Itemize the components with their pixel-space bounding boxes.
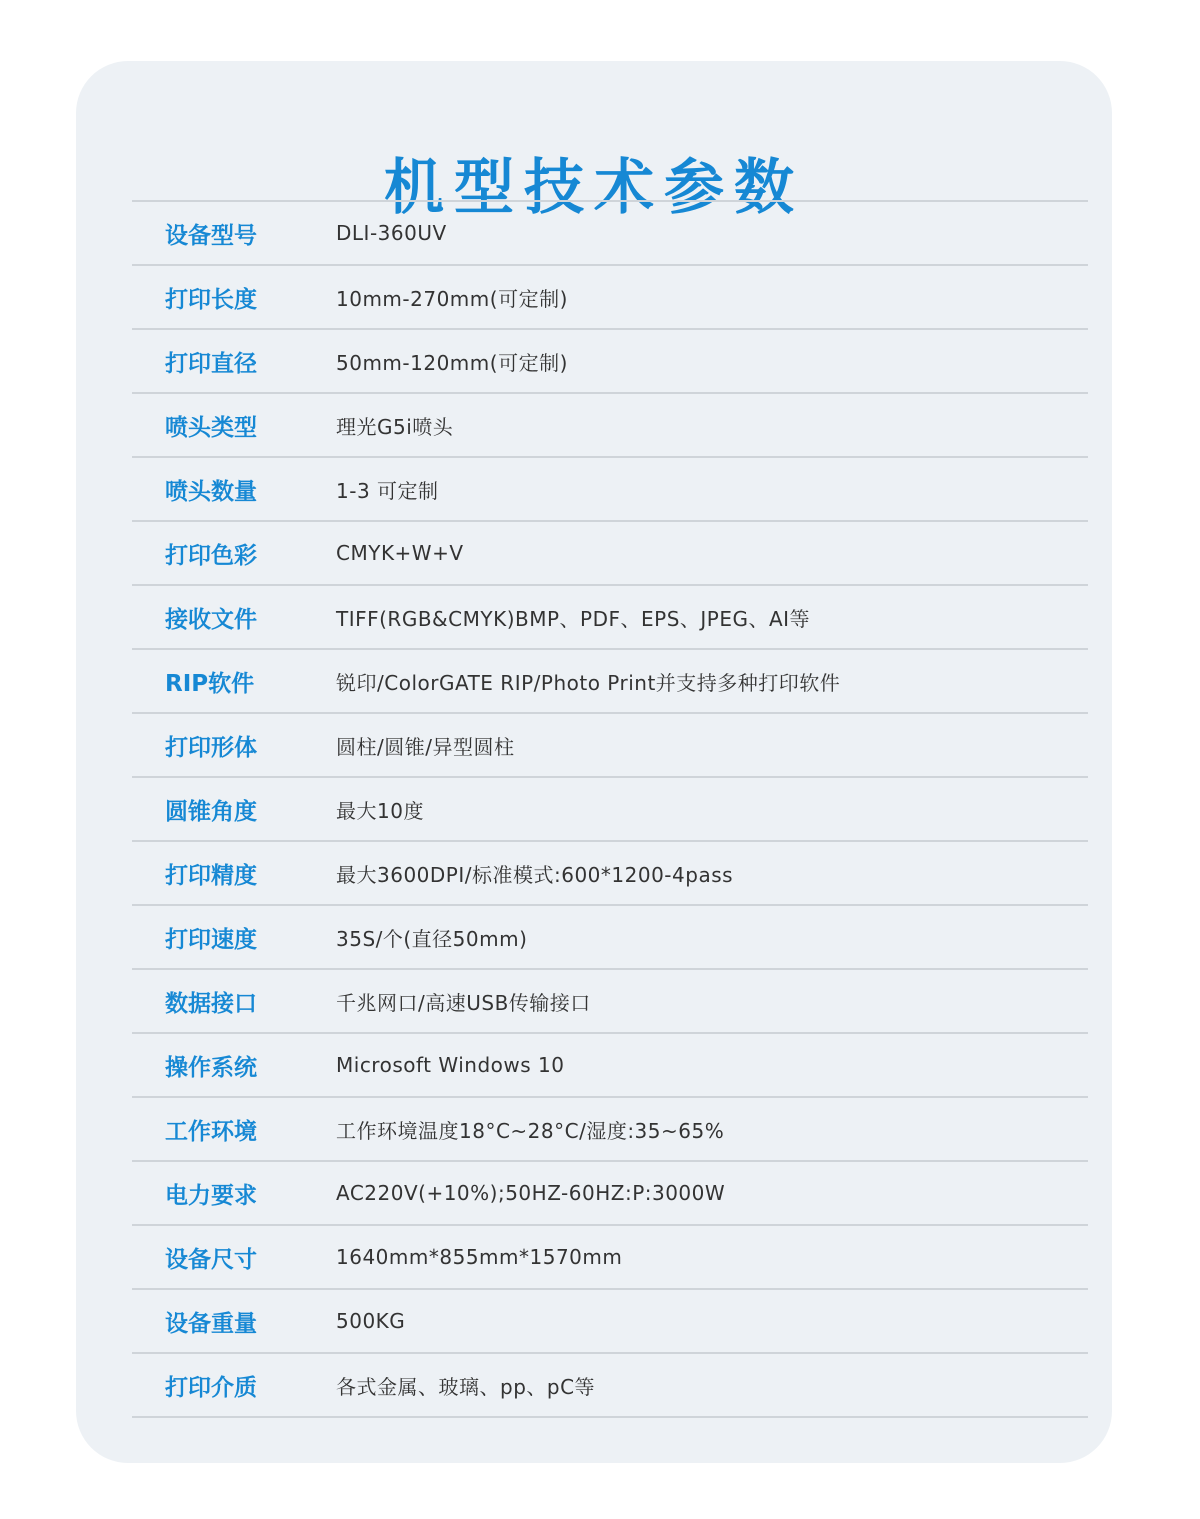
- spec-label: 电力要求: [165, 1182, 257, 1209]
- spec-label: 接收文件: [165, 606, 257, 633]
- spec-row: [132, 970, 1088, 1034]
- spec-label: 打印长度: [165, 286, 257, 313]
- spec-row: [132, 1034, 1088, 1098]
- spec-value: 各式金属、玻璃、pp、pC等: [336, 1374, 596, 1399]
- spec-label: 打印色彩: [165, 542, 257, 569]
- spec-card: [76, 61, 1112, 1463]
- spec-label: 数据接口: [165, 990, 257, 1017]
- spec-label: RIP软件: [165, 670, 255, 697]
- spec-row: [132, 394, 1088, 458]
- spec-value: Microsoft Windows 10: [336, 1053, 565, 1077]
- spec-label: 操作系统: [165, 1054, 257, 1081]
- spec-row: [132, 330, 1088, 394]
- spec-label: 打印精度: [165, 862, 257, 889]
- spec-row: [132, 1354, 1088, 1418]
- spec-row: [132, 522, 1088, 586]
- spec-row: [132, 906, 1088, 970]
- spec-label: 打印形体: [165, 734, 257, 761]
- spec-row: [132, 778, 1088, 842]
- spec-value: 理光G5i喷头: [336, 414, 454, 439]
- spec-label: 工作环境: [165, 1118, 257, 1145]
- spec-label: 设备重量: [165, 1310, 257, 1337]
- spec-row: [132, 1290, 1088, 1354]
- spec-label: 喷头数量: [165, 478, 257, 505]
- spec-label: 设备型号: [165, 222, 257, 249]
- spec-value: DLI-360UV: [336, 221, 447, 245]
- spec-value: 工作环境温度18°C~28°C/湿度:35~65%: [336, 1118, 725, 1143]
- spec-row: [132, 458, 1088, 522]
- spec-value: 1-3 可定制: [336, 478, 439, 503]
- spec-row: [132, 1162, 1088, 1226]
- spec-value: 10mm-270mm(可定制): [336, 286, 568, 311]
- spec-label: 喷头类型: [165, 414, 257, 441]
- spec-value: 500KG: [336, 1309, 406, 1333]
- spec-value: 圆柱/圆锥/异型圆柱: [336, 734, 515, 759]
- spec-value: 最大3600DPI/标准模式:600*1200-4pass: [336, 862, 734, 887]
- spec-label: 打印介质: [165, 1374, 257, 1401]
- spec-row: [132, 586, 1088, 650]
- spec-value: 锐印/ColorGATE RIP/Photo Print并支持多种打印软件: [336, 670, 841, 695]
- spec-value: 1640mm*855mm*1570mm: [336, 1245, 623, 1269]
- spec-value: TIFF(RGB&CMYK)BMP、PDF、EPS、JPEG、AI等: [336, 606, 811, 631]
- spec-value: 35S/个(直径50mm): [336, 926, 528, 951]
- page-title: 机型技术参数: [384, 153, 804, 223]
- spec-row: [132, 202, 1088, 266]
- spec-table: [132, 200, 1088, 1418]
- spec-label: 打印速度: [165, 926, 257, 953]
- spec-row: [132, 714, 1088, 778]
- spec-row: [132, 1098, 1088, 1162]
- spec-row: [132, 842, 1088, 906]
- spec-value: AC220V(+10%);50HZ-60HZ:P:3000W: [336, 1181, 726, 1205]
- spec-value: 最大10度: [336, 798, 424, 823]
- spec-row: [132, 1226, 1088, 1290]
- spec-value: 50mm-120mm(可定制): [336, 350, 568, 375]
- spec-value: 千兆网口/高速USB传输接口: [336, 990, 591, 1015]
- spec-label: 圆锥角度: [165, 798, 257, 825]
- spec-label: 设备尺寸: [165, 1246, 257, 1273]
- spec-row: [132, 266, 1088, 330]
- spec-row: [132, 650, 1088, 714]
- spec-value: CMYK+W+V: [336, 541, 464, 565]
- spec-label: 打印直径: [165, 350, 257, 377]
